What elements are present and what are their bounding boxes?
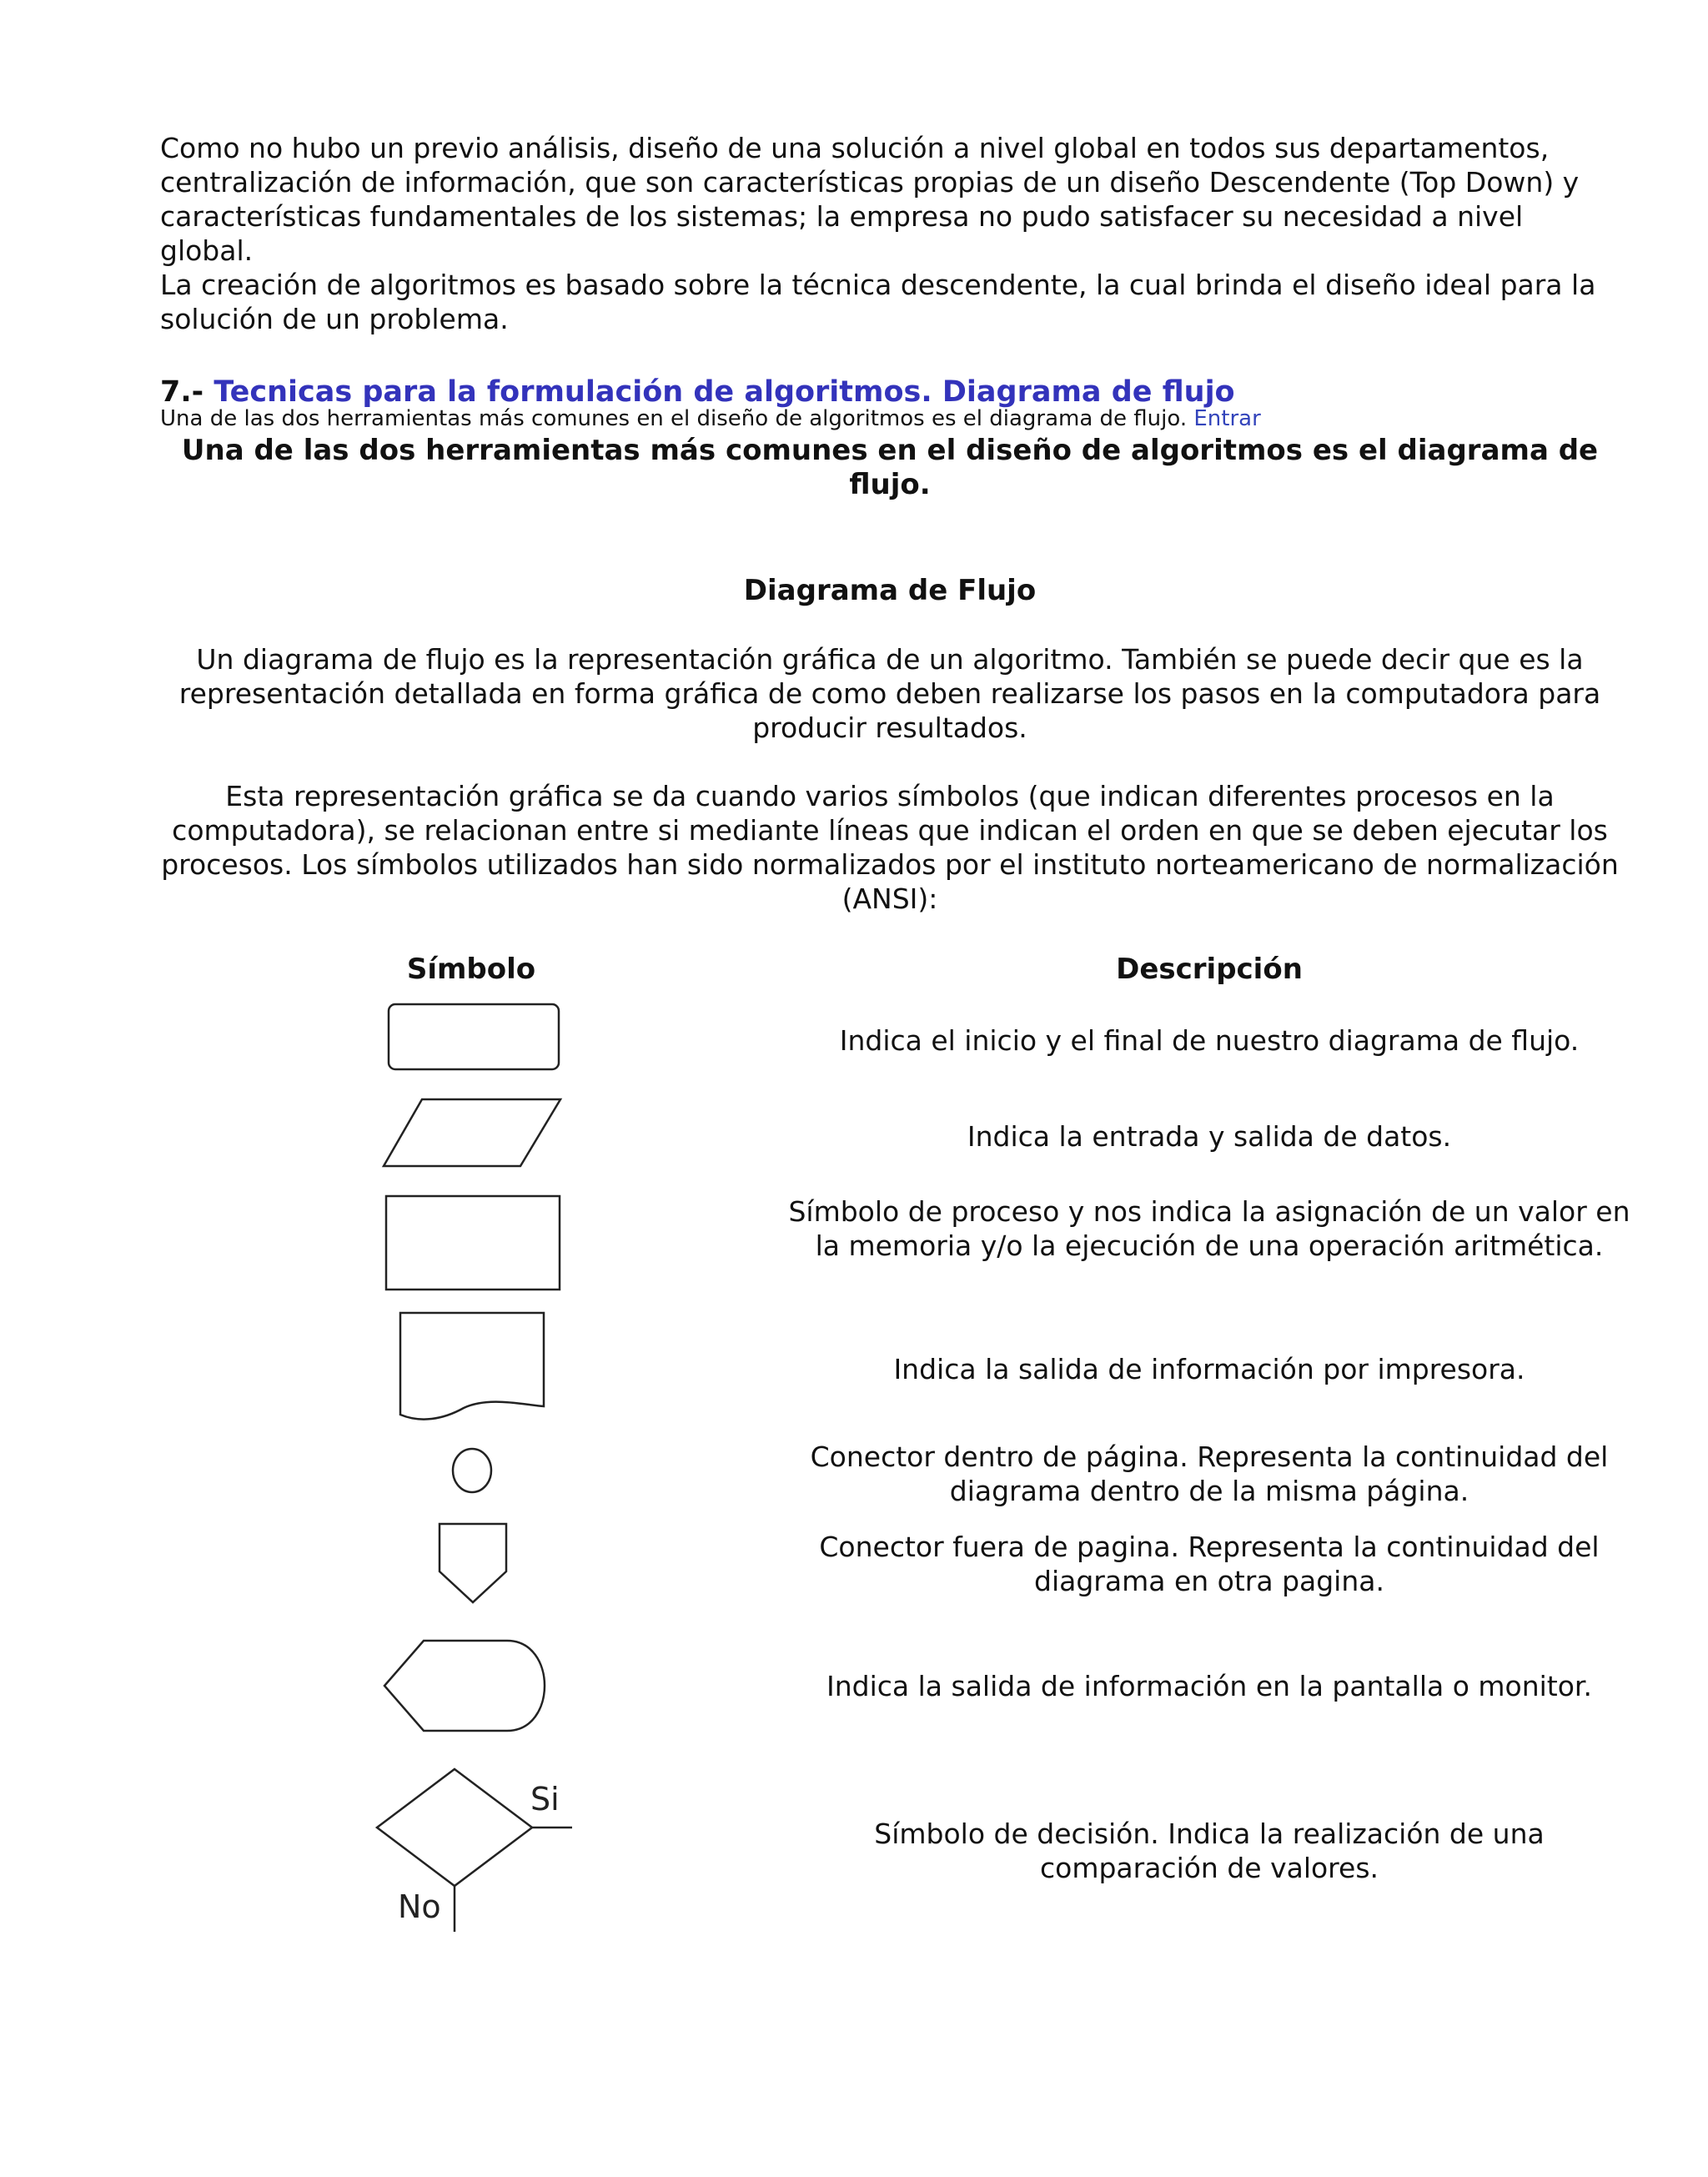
intro-paragraph-2: La creación de algoritmos es basado sobre la técnica descendente, la cual brinda el diseño ideal para la solución de un problema. [160, 269, 1596, 335]
connector-description: Conector dentro de página. Representa la continuidad del diagrama dentro de la misma página. [810, 1440, 1609, 1507]
terminal-description: Indica el inicio y el final de nuestro diagrama de flujo. [839, 1024, 1580, 1057]
off-page-connector-icon [437, 1521, 509, 1605]
decision-symbol-icon [370, 1763, 575, 1933]
document-description: Indica la salida de información por impresora. [893, 1353, 1525, 1385]
diagram-title: Diagrama de Flujo [743, 574, 1037, 607]
display-symbol-icon [382, 1638, 559, 1733]
decision-yes-label: Si [530, 1781, 560, 1818]
process-symbol-icon [384, 1194, 561, 1291]
input-output-description: Indica la entrada y salida de datos. [967, 1120, 1452, 1153]
decision-description: Símbolo de decisión. Indica la realización de una comparación de valores. [874, 1818, 1545, 1884]
intro-text [160, 131, 1620, 336]
decision-no-label: No [398, 1888, 441, 1925]
symbol-column-header: Símbolo [406, 953, 536, 986]
document-symbol-icon [397, 1311, 547, 1423]
terminal-symbol-icon [387, 1003, 560, 1071]
section-summary-line [160, 405, 1261, 432]
definition-paragraph: Un diagrama de flujo es la representación gráfica de un algoritmo. También se puede decir que es la representación detallada en forma gráfica de como deben realizarse los pasos en la computadora para producir resultados. [178, 643, 1601, 744]
entrar-link[interactable]: Entrar [1193, 406, 1261, 431]
description-column-header: Descripción [1116, 953, 1303, 986]
process-description: Símbolo de proceso y nos indica la asignación de un valor en la memoria y/o la ejecución de una operación aritmética. [788, 1195, 1630, 1262]
section-number: 7.- [160, 375, 204, 409]
lead-statement: Una de las dos herramientas más comunes en el diseño de algoritmos es el diagrama de flujo. [181, 434, 1599, 501]
connector-circle-icon [450, 1446, 494, 1495]
intro-paragraph-1: Como no hubo un previo análisis, diseño de una solución a nivel global en todos sus departamentos, centralización de información, que son características propias de un diseño Descendente (Top Down) y características fundamentales de los sistemas; la empresa no pudo satisfacer su necesidad a nivel global. [160, 132, 1580, 267]
off-page-connector-description: Conector fuera de pagina. Representa la continuidad del diagrama en otra pagina. [819, 1531, 1600, 1597]
section-summary: Una de las dos herramientas más comunes en el diseño de algoritmos es el diagrama de flujo. [160, 406, 1188, 431]
display-description: Indica la salida de información en la pantalla o monitor. [826, 1670, 1592, 1702]
section-title-link[interactable]: Tecnicas para la formulación de algoritmos. Diagrama de flujo [214, 375, 1235, 409]
input-output-symbol-icon [382, 1098, 562, 1168]
explanation-paragraph: Esta representación gráfica se da cuando varios símbolos (que indican diferentes procesos en la computadora), se relacionan entre si mediante líneas que indican el orden en que se deben ejecutar los procesos. Los símbolos utilizados han sido normalizados por el instituto norteamericano de normalización (ANSI): [161, 780, 1619, 915]
